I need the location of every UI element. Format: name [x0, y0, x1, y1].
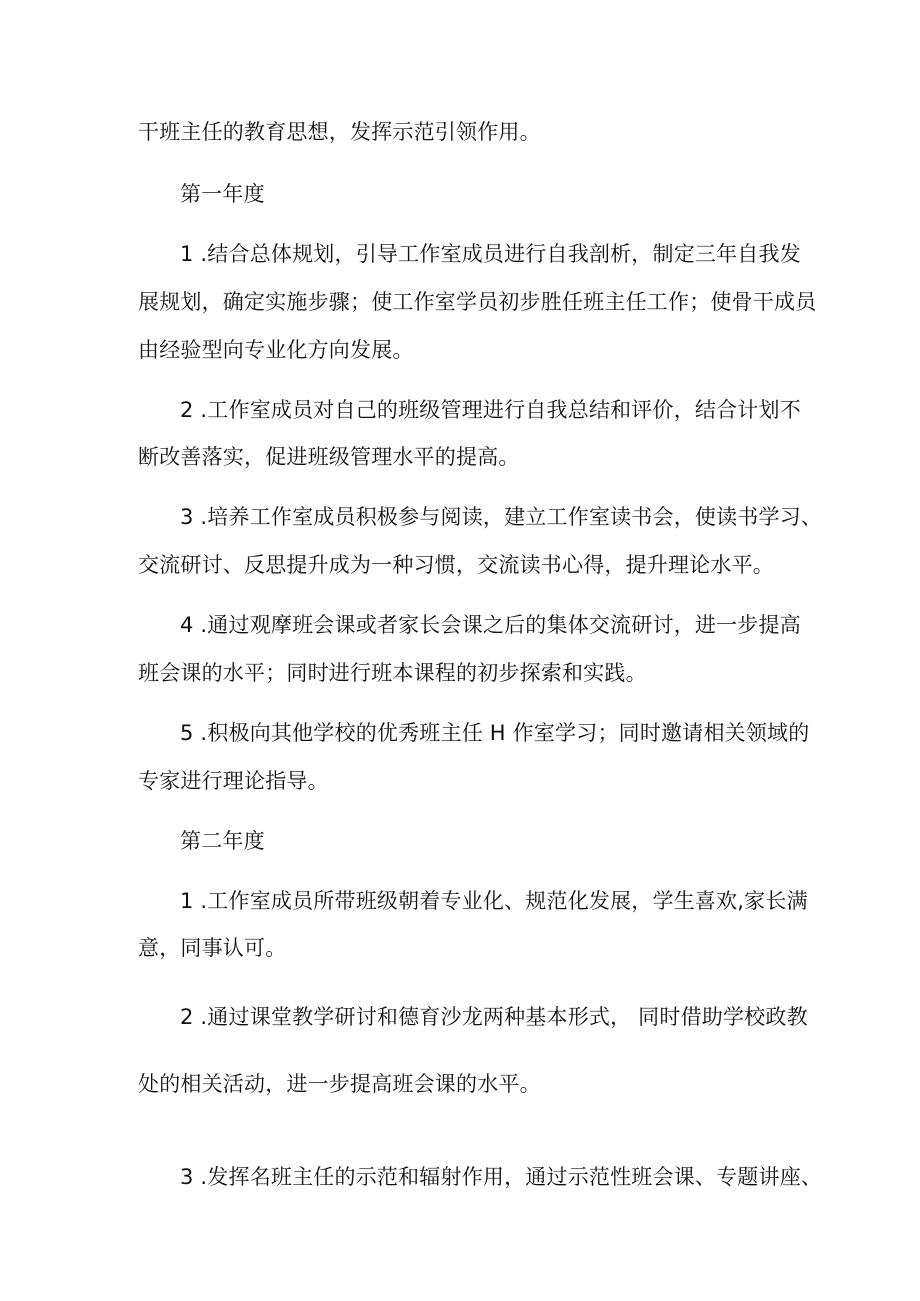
paragraph-line: 3 .培养工作室成员积极参与阅读，建立工作室读书会，使读书学习、 — [180, 505, 823, 529]
paragraph-line: 1 .结合总体规划，引导工作室成员进行自我剖析，制定三年自我发 — [180, 242, 801, 266]
paragraph-line: 5 .积极向其他学校的优秀班主任 H 作室学习；同时邀请相关领域的 — [180, 721, 810, 745]
paragraph-line: 2 .工作室成员对自己的班级管理进行自我总结和评价，结合计划不 — [180, 398, 801, 422]
paragraph-line: 2 .通过课堂教学研讨和德育沙龙两种基本形式， 同时借助学校政教 — [180, 1005, 808, 1029]
paragraph-line: 班会课的水平；同时进行班本课程的初步探索和实践。 — [138, 661, 647, 685]
paragraph-line: 干班主任的教育思想，发挥示范引领作用。 — [138, 120, 541, 144]
section-heading-year-two: 第二年度 — [180, 829, 265, 853]
section-heading-year-one: 第一年度 — [180, 182, 265, 206]
paragraph-line: 1 .工作室成员所带班级朝着专业化、规范化发展，学生喜欢,家长满 — [180, 889, 808, 913]
paragraph-line: 交流研讨、反思提升成为一种习惯，交流读书心得，提升理论水平。 — [138, 553, 774, 577]
paragraph-line: 意，同事认可。 — [138, 936, 287, 960]
paragraph-line: 断改善落实，促进班级管理水平的提高。 — [138, 445, 520, 469]
paragraph-line: 处的相关活动，进一步提高班会课的水平。 — [138, 1072, 541, 1096]
paragraph-line: 专家进行理论指导。 — [138, 769, 329, 793]
paragraph-line: 4 .通过观摩班会课或者家长会课之后的集体交流研讨，进一步提高 — [180, 613, 801, 637]
paragraph-line: 3 .发挥名班主任的示范和辐射作用，通过示范性班会课、专题讲座、 — [180, 1165, 823, 1189]
paragraph-line: 展规划，确定实施步骤；使工作室学员初步胜任班主任工作；使骨干成员 — [138, 290, 817, 314]
paragraph-line: 由经验型向专业化方向发展。 — [138, 338, 414, 362]
